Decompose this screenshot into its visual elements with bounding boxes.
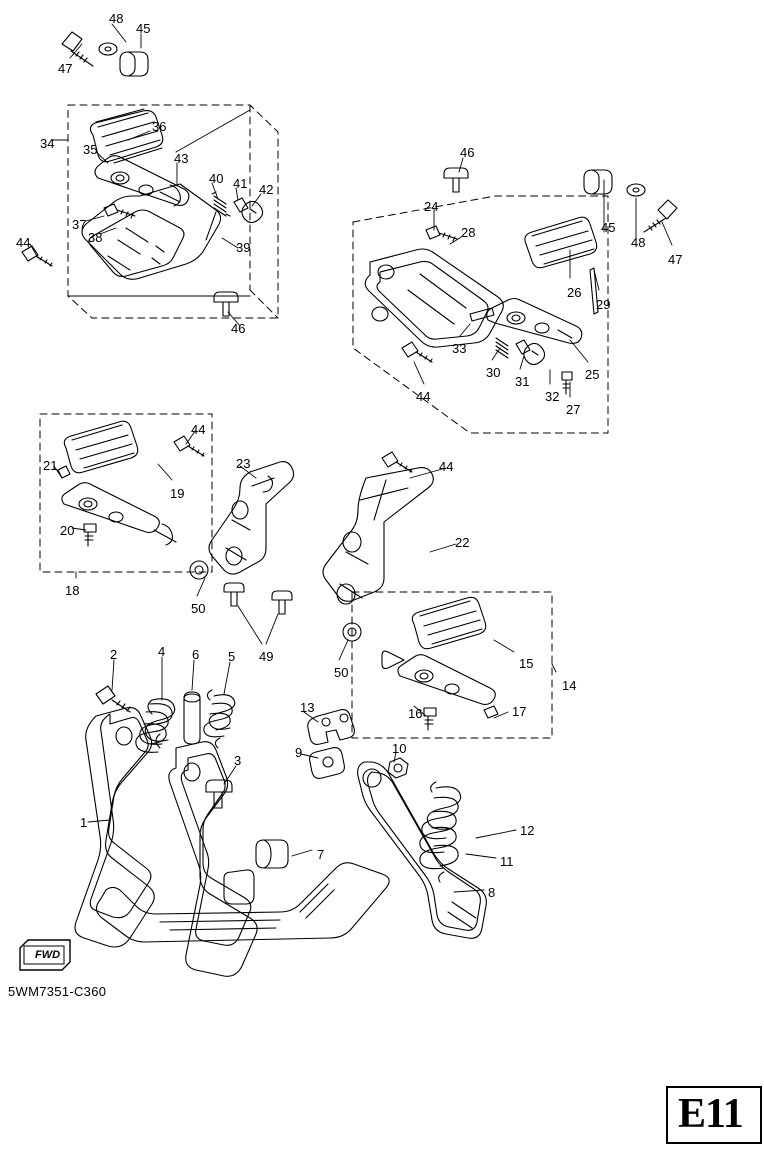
part-31-pin — [516, 340, 530, 354]
callout-7: 7 — [317, 847, 325, 862]
callout-21: 21 — [43, 458, 58, 473]
part-6-collar — [184, 692, 200, 744]
callout-38: 38 — [88, 230, 103, 245]
callout-48: 48 — [631, 235, 646, 250]
callout-36: 36 — [152, 119, 167, 134]
callout-9: 9 — [295, 745, 303, 760]
part-39-bracket — [82, 184, 221, 279]
part-46-upper-right — [444, 168, 468, 192]
part-41-pin — [234, 198, 248, 212]
callout-50: 50 — [334, 665, 349, 680]
callout-3: 3 — [234, 753, 242, 768]
part-44-right — [382, 452, 412, 472]
callout-4: 4 — [158, 644, 166, 659]
callout-32: 32 — [545, 389, 560, 404]
callout-28: 28 — [461, 225, 476, 240]
callout-47: 47 — [58, 61, 73, 76]
callout-40: 40 — [209, 171, 224, 186]
part-48-upper-right — [627, 184, 645, 196]
callout-44: 44 — [16, 235, 31, 250]
part-50-left — [190, 561, 208, 579]
callout-33: 33 — [452, 341, 467, 356]
part-44-upper-lower-left — [174, 436, 204, 456]
callout-46: 46 — [460, 145, 475, 160]
part-24-bracket — [365, 249, 503, 347]
fwd-direction-badge — [18, 938, 72, 972]
part-2-bolt — [96, 686, 130, 712]
part-40-spring — [212, 192, 230, 216]
callout-25: 25 — [585, 367, 600, 382]
callout-14: 14 — [562, 678, 577, 693]
callout-5: 5 — [228, 649, 236, 664]
callout-27: 27 — [566, 402, 581, 417]
part-25-footrest-bar — [487, 299, 582, 344]
part-36-footrest-rubber — [90, 109, 162, 163]
callout-18: 18 — [65, 583, 80, 598]
part-13-bracket — [308, 710, 355, 745]
callout-49: 49 — [259, 649, 274, 664]
part-12-spring — [420, 782, 461, 882]
callout-2: 2 — [110, 647, 118, 662]
page-tag — [666, 1086, 762, 1144]
part-7-rubber-stop — [256, 840, 288, 868]
callout-23: 23 — [236, 456, 251, 471]
callout-41: 41 — [233, 176, 248, 191]
callout-34: 34 — [40, 136, 55, 151]
callout-19: 19 — [170, 486, 185, 501]
part-26-footrest-rubber — [525, 217, 597, 268]
callout-29: 29 — [596, 297, 611, 312]
part-18-footrest-bar — [62, 483, 176, 545]
part-45-upper-right — [584, 170, 612, 194]
part-14-footrest-bar — [382, 651, 495, 704]
callout-44: 44 — [416, 389, 431, 404]
callout-45: 45 — [601, 220, 616, 235]
callout-26: 26 — [567, 285, 582, 300]
part-48-upper-left — [99, 43, 117, 55]
callout-37: 37 — [72, 217, 87, 232]
callout-8: 8 — [488, 885, 496, 900]
callout-13: 13 — [300, 700, 315, 715]
part-19-footrest-rubber — [64, 421, 137, 473]
part-10-nut — [388, 758, 408, 778]
callout-44: 44 — [191, 422, 206, 437]
part-28-bolt — [426, 226, 457, 241]
callout-6: 6 — [192, 647, 200, 662]
callout-42: 42 — [259, 182, 274, 197]
callout-39: 39 — [236, 240, 251, 255]
callout-17: 17 — [512, 704, 527, 719]
callout-12: 12 — [520, 823, 535, 838]
part-27-bolt — [562, 372, 572, 394]
callout-16: 16 — [408, 706, 423, 721]
callout-20: 20 — [60, 523, 75, 538]
callout-46: 46 — [231, 321, 246, 336]
callout-15: 15 — [519, 656, 534, 671]
page-tag-label: E11 — [678, 1091, 743, 1137]
callout-31: 31 — [515, 374, 530, 389]
part-1-main-stand — [75, 708, 389, 977]
callout-50: 50 — [191, 601, 206, 616]
part-4-spring — [136, 699, 175, 752]
part-15-footrest-rubber — [412, 597, 485, 649]
part-33-pin — [470, 308, 494, 321]
callout-47: 47 — [668, 252, 683, 267]
fwd-label: FWD — [35, 949, 61, 961]
callout-45: 45 — [136, 21, 151, 36]
callout-22: 22 — [455, 535, 470, 550]
part-16-bolt — [424, 708, 436, 730]
part-30-spring — [496, 338, 508, 358]
callout-10: 10 — [392, 741, 407, 756]
group-outline-34 — [68, 105, 278, 318]
part-8-side-stand — [358, 762, 487, 938]
part-49-bolts — [224, 583, 292, 614]
callout-44: 44 — [439, 459, 454, 474]
callout-35: 35 — [83, 142, 98, 157]
part-22-bracket — [323, 468, 433, 604]
callout-43: 43 — [174, 151, 189, 166]
part-17-pin — [484, 706, 498, 718]
callout-1: 1 — [80, 815, 88, 830]
part-5-spring — [204, 690, 235, 748]
callout-24: 24 — [424, 199, 439, 214]
part-45-upper-left — [120, 52, 148, 76]
callout-48: 48 — [109, 11, 124, 26]
part-23-bracket — [209, 462, 294, 574]
part-47-upper-right — [644, 200, 677, 232]
part-32-clip — [524, 343, 545, 364]
part-9-bracket — [310, 748, 345, 779]
part-code-label: 5WM7351-C360 — [8, 984, 107, 999]
part-21-pin — [58, 466, 70, 478]
callout-30: 30 — [486, 365, 501, 380]
part-20-bolt — [84, 524, 96, 546]
callout-11: 11 — [500, 854, 514, 869]
part-42-clip — [242, 201, 263, 222]
